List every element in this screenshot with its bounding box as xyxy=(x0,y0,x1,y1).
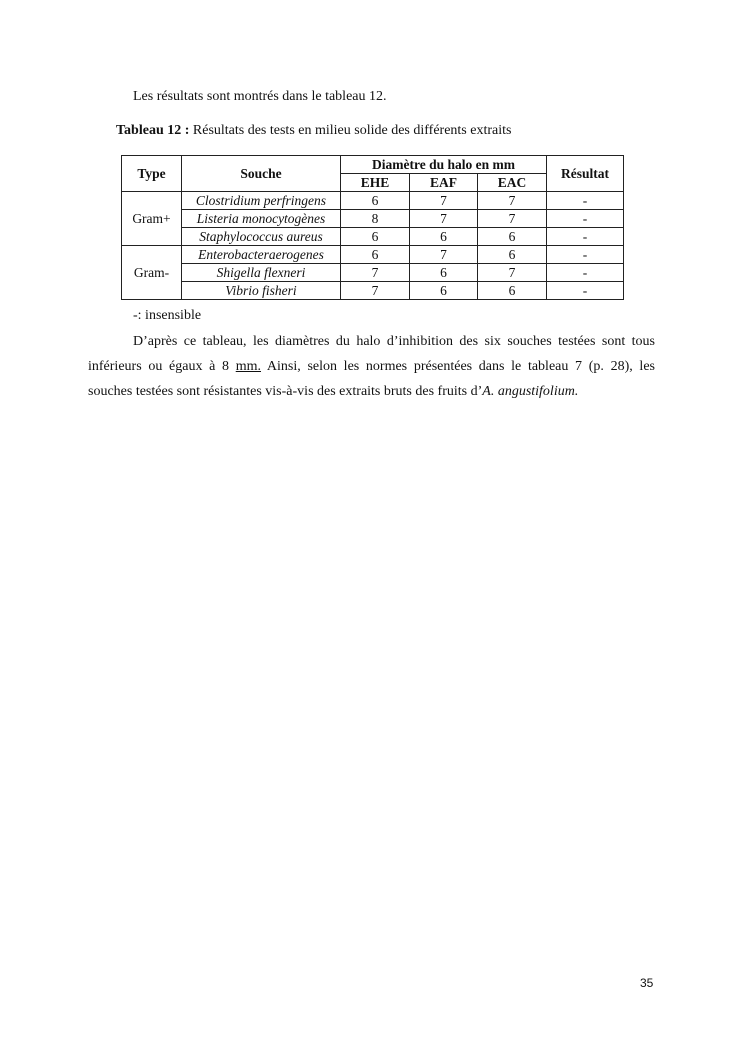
eaf-cell: 7 xyxy=(410,246,478,264)
table-caption xyxy=(116,122,511,140)
eaf-cell: 7 xyxy=(410,192,478,210)
results-table xyxy=(121,155,624,300)
eaf-cell: 7 xyxy=(410,210,478,228)
paragraph-line-2-end: Ainsi, selon les normes présentées dans le tableau 7 (p. 28), les xyxy=(261,359,655,374)
header-souche: Souche xyxy=(182,156,341,192)
eac-cell: 7 xyxy=(478,210,547,228)
header-resultat: Résultat xyxy=(547,156,624,192)
header-eac: EAC xyxy=(478,174,547,192)
ehe-cell: 7 xyxy=(341,282,410,300)
souche-cell: Listeria monocytogènes xyxy=(182,210,341,228)
header-ehe: EHE xyxy=(341,174,410,192)
paragraph-line-1: D’après ce tableau, les diamètres du halo d’inhibition des six souches testées sont tous xyxy=(133,334,655,349)
species-name: A. angustifolium. xyxy=(482,384,579,399)
ehe-cell: 6 xyxy=(341,228,410,246)
header-diametre: Diamètre du halo en mm xyxy=(341,156,547,174)
resultat-cell: - xyxy=(547,282,624,300)
eac-cell: 6 xyxy=(478,228,547,246)
table-row xyxy=(122,210,624,228)
ehe-cell: 6 xyxy=(341,246,410,264)
table-row xyxy=(122,282,624,300)
table-note: -: insensible xyxy=(133,308,202,323)
group-type-cell: Gram+ xyxy=(122,192,182,246)
paragraph-line-3-start: souches testées sont résistantes vis-à-vis des extraits bruts des fruits d’ xyxy=(88,384,483,399)
eac-cell: 7 xyxy=(478,264,547,282)
eac-cell: 6 xyxy=(478,246,547,264)
table-caption-label: Tableau 12 : xyxy=(116,123,190,138)
souche-cell: Shigella flexneri xyxy=(182,264,341,282)
paragraph-line-3 xyxy=(88,383,655,401)
group-type-cell: Gram- xyxy=(122,246,182,300)
ehe-cell: 8 xyxy=(341,210,410,228)
resultat-cell: - xyxy=(547,210,624,228)
table-row xyxy=(122,264,624,282)
table-caption-text: Résultats des tests en milieu solide des différents extraits xyxy=(189,123,512,138)
intro-text: Les résultats sont montrés dans le tableau 12. xyxy=(133,89,387,104)
souche-cell: Staphylococcus aureus xyxy=(182,228,341,246)
underlined-unit: mm. xyxy=(235,359,261,374)
ehe-cell: 6 xyxy=(341,192,410,210)
table-row xyxy=(122,228,624,246)
eaf-cell: 6 xyxy=(410,282,478,300)
table-row xyxy=(122,246,624,264)
eac-cell: 7 xyxy=(478,192,547,210)
souche-cell: Enterobacteraerogenes xyxy=(182,246,341,264)
ehe-cell: 7 xyxy=(341,264,410,282)
header-eaf: EAF xyxy=(410,174,478,192)
resultat-cell: - xyxy=(547,228,624,246)
resultat-cell: - xyxy=(547,192,624,210)
eaf-cell: 6 xyxy=(410,264,478,282)
eac-cell: 6 xyxy=(478,282,547,300)
souche-cell: Clostridium perfringens xyxy=(182,192,341,210)
table-row xyxy=(122,192,624,210)
paragraph-line-2-start: inférieurs ou égaux à 8 xyxy=(88,359,236,374)
header-type: Type xyxy=(122,156,182,192)
paragraph-line-2 xyxy=(88,358,655,376)
resultat-cell: - xyxy=(547,246,624,264)
resultat-cell: - xyxy=(547,264,624,282)
eaf-cell: 6 xyxy=(410,228,478,246)
souche-cell: Vibrio fisheri xyxy=(182,282,341,300)
page-number: 35 xyxy=(640,976,654,990)
